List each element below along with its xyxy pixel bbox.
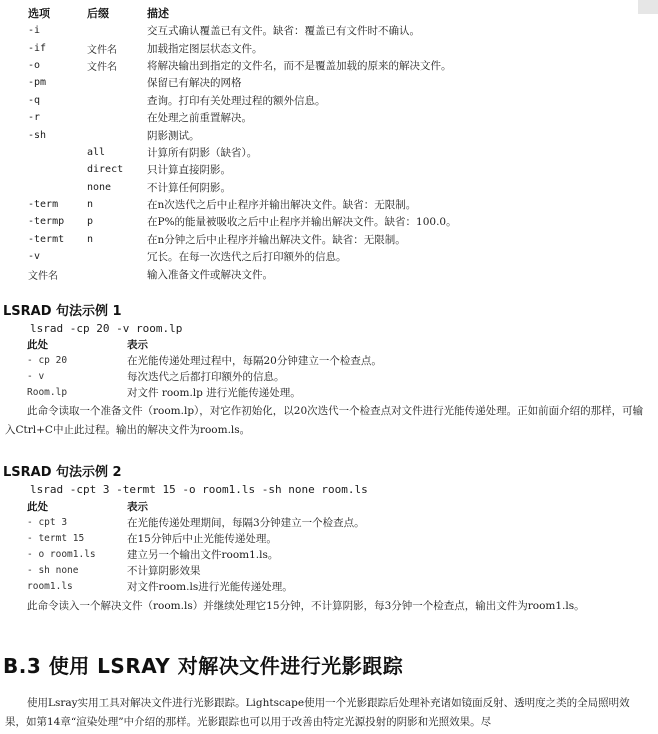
table-row (28, 248, 648, 265)
table-row (28, 126, 648, 143)
description-cell: 在处理之前重置解决。 (147, 112, 252, 125)
example1-table-header (27, 336, 637, 352)
description-cell: 查询。打印有关处理过程的额外信息。 (147, 94, 326, 107)
option-cell: -sh (28, 129, 47, 141)
argument-cell: - cpt 3 (27, 516, 68, 528)
description-cell: 只计算直接阴影。 (147, 164, 231, 177)
header-here: 此处 (27, 338, 48, 351)
example1-command: lsrad -cp 20 -v room.lp (30, 322, 183, 335)
argument-cell: - sh none (27, 564, 79, 576)
section-heading: B.3 使用 LSRAY 对解决文件进行光影跟踪 (3, 654, 404, 678)
description-cell: 保留已有解决的网格 (147, 77, 242, 90)
description-cell: 交互式确认覆盖已有文件。缺省：覆盖已有文件时不确认。 (147, 25, 420, 38)
description-cell: 计算所有阴影（缺省）。 (147, 146, 258, 159)
table-row (28, 196, 648, 213)
description-cell: 将解决输出到指定的文件名，而不是覆盖加载的原来的解决文件。 (147, 59, 452, 72)
example2-paragraph (5, 597, 645, 616)
description-cell: 输入准备文件或解决文件。 (147, 268, 273, 281)
table-row (28, 231, 648, 248)
table-row (27, 546, 637, 562)
header-means: 表示 (127, 338, 148, 351)
example1-table (27, 336, 637, 400)
table-row (28, 39, 648, 56)
suffix-cell: n (87, 199, 94, 211)
meaning-cell: 在光能传递处理过程中，每隔20分钟建立一个检查点。 (127, 354, 382, 367)
section-paragraph (5, 694, 645, 732)
meaning-cell: 每次迭代之后都打印额外的信息。 (127, 370, 285, 383)
example2-command: lsrad -cpt 3 -termt 15 -o room1.ls -sh none room.ls (30, 483, 368, 496)
table-row (27, 368, 637, 384)
description-cell: 不计算任何阴影。 (147, 181, 231, 194)
table-row (28, 109, 648, 126)
meaning-cell: 不计算阴影效果 (127, 564, 201, 577)
table-row (27, 514, 637, 530)
option-cell: -q (28, 94, 41, 106)
example1-paragraph-text: 此命令读取一个准备文件（room.lp），对它作初始化，以20次迭代一个检查点对文件进行光能传递处理。正如前面介绍的那样，可输入Ctrl+C中止此过程。输出的解决文件为room.ls。 (5, 405, 644, 436)
argument-cell: - termt 15 (27, 532, 85, 544)
example1-title: LSRAD 句法示例 1 (3, 304, 122, 319)
header-here: 此处 (27, 500, 48, 513)
example2-table (27, 498, 637, 594)
table-row (27, 384, 637, 400)
suffix-cell: n (87, 233, 94, 245)
argument-cell: - v (27, 370, 45, 382)
description-cell: 冗长。在每一次迭代之后打印额外的信息。 (147, 251, 347, 264)
suffix-cell: 文件名 (87, 44, 117, 56)
table-row (28, 74, 648, 91)
argument-cell: - o room1.ls (27, 548, 96, 560)
argument-cell: room1.ls (27, 580, 73, 592)
option-cell: -v (28, 251, 41, 263)
table-row (27, 562, 637, 578)
option-cell: -termt (28, 233, 65, 245)
table-row (27, 352, 637, 368)
description-cell: 在n次迭代之后中止程序并输出解决文件。缺省：无限制。 (147, 199, 417, 212)
table-row (28, 144, 648, 161)
table-row (27, 530, 637, 546)
meaning-cell: 建立另一个输出文件room1.ls。 (127, 548, 279, 561)
table-row (28, 57, 648, 74)
option-cell: -i (28, 25, 41, 37)
argument-cell: Room.lp (27, 386, 68, 398)
options-table (28, 4, 648, 283)
table-row (28, 92, 648, 109)
header-suffix: 后缀 (87, 7, 109, 20)
option-cell: -pm (28, 77, 47, 89)
option-cell: -r (28, 112, 41, 124)
header-description: 描述 (147, 7, 169, 20)
option-cell: -term (28, 199, 59, 211)
option-cell: -if (28, 42, 47, 54)
option-cell: -o (28, 59, 41, 71)
example2-table-header (27, 498, 637, 514)
option-cell: -termp (28, 216, 65, 228)
option-cell: 文件名 (28, 270, 58, 282)
description-cell: 在n分钟之后中止程序并输出解决文件。缺省：无限制。 (147, 233, 406, 246)
meaning-cell: 对文件 room.lp 进行光能传递处理。 (127, 386, 301, 399)
options-table-header (28, 4, 648, 22)
section-paragraph-text: 使用Lsray实用工具对解决文件进行光影跟踪。Lightscape使用一个光影跟踪后处理补充诸如镜面反射、透明度之类的全局照明效果，如第14章“渲染处理”中介绍的那样。光影跟踪也可以用于改善由特定光源投射的阴影和光照效果。尽 (5, 697, 630, 728)
table-row (28, 179, 648, 196)
description-cell: 加载指定图层状态文件。 (147, 42, 263, 55)
argument-cell: - cp 20 (27, 354, 68, 366)
suffix-cell: all (87, 146, 106, 158)
header-option: 选项 (28, 7, 50, 20)
table-row (27, 578, 637, 594)
table-row (28, 265, 648, 282)
header-means: 表示 (127, 500, 148, 513)
table-row (28, 161, 648, 178)
example2-paragraph-text: 此命令读入一个解决文件（room.ls）并继续处理它15分钟，不计算阴影，每3分钟一个检查点，输出文件为room1.ls。 (27, 600, 585, 612)
suffix-cell: direct (87, 164, 124, 176)
table-row (28, 213, 648, 230)
meaning-cell: 对文件room.ls进行光能传递处理。 (127, 580, 293, 593)
example2-title: LSRAD 句法示例 2 (3, 465, 122, 480)
description-cell: 在P%的能量被吸收之后中止程序并输出解决文件。缺省：100.0。 (147, 216, 457, 229)
suffix-cell: none (87, 181, 112, 193)
suffix-cell: 文件名 (87, 61, 117, 73)
table-row (28, 22, 648, 39)
description-cell: 阴影测试。 (147, 129, 200, 142)
suffix-cell: p (87, 216, 94, 228)
meaning-cell: 在15分钟后中止光能传递处理。 (127, 532, 277, 545)
example1-paragraph (5, 402, 645, 440)
meaning-cell: 在光能传递处理期间，每隔3分钟建立一个检查点。 (127, 516, 365, 529)
